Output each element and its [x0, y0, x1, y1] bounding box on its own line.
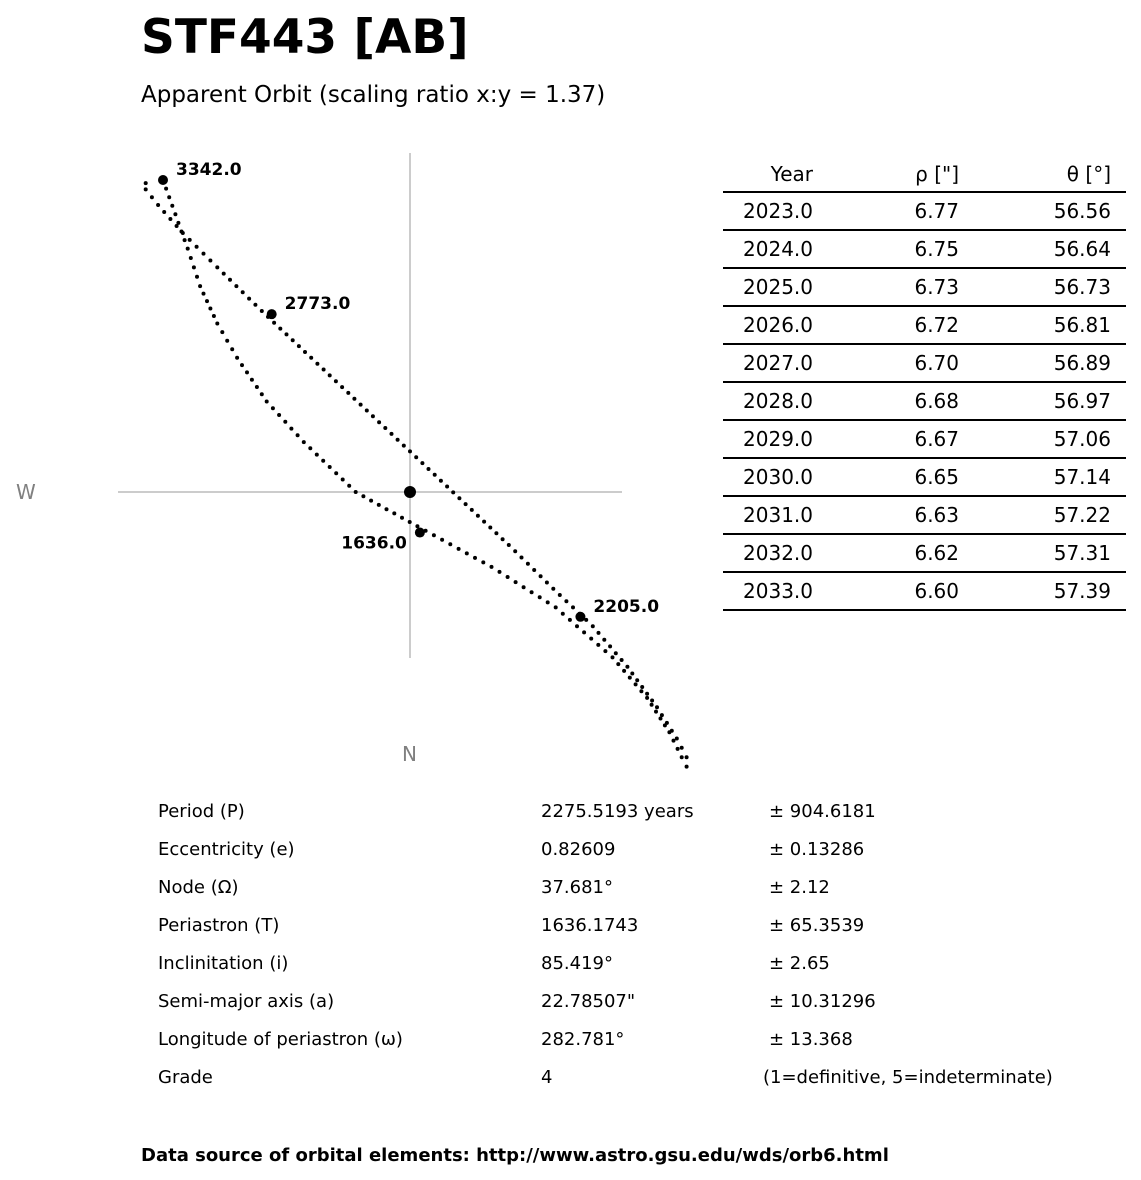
element-name: Grade	[158, 1067, 213, 1088]
cell-rho: 6.72	[813, 306, 959, 344]
element-row	[158, 796, 1098, 834]
orbit-point	[575, 624, 579, 628]
orbit-point	[558, 593, 562, 597]
cell-year: 2030.0	[723, 458, 813, 496]
orbit-point	[167, 195, 171, 199]
orbit-point	[420, 461, 424, 465]
orbit-point	[620, 658, 624, 662]
orbit-point	[183, 238, 187, 242]
orbit-point	[616, 662, 620, 666]
orbit-point	[591, 624, 595, 628]
orbit-point	[181, 231, 185, 235]
element-value: 0.82609	[541, 839, 616, 860]
orbit-point	[271, 406, 275, 410]
orbit-point	[473, 556, 477, 560]
orbit-point	[635, 678, 639, 682]
orbit-point	[597, 631, 601, 635]
epoch-label: 2773.0	[284, 294, 351, 315]
orbit-point	[272, 321, 276, 325]
orbit-point	[156, 203, 160, 207]
orbit-point	[628, 676, 632, 680]
table-row	[723, 268, 1126, 306]
cell-theta: 56.97	[959, 382, 1126, 420]
orbit-point	[340, 385, 344, 389]
element-error: ± 13.368	[769, 1029, 853, 1050]
orbit-point	[589, 637, 593, 641]
orbit-point	[250, 378, 254, 382]
epoch-marker	[267, 309, 277, 319]
orbit-point	[408, 520, 412, 524]
orbit-point	[383, 426, 387, 430]
orbit-point	[445, 485, 449, 489]
table-row	[723, 420, 1126, 458]
element-error: ± 904.6181	[769, 801, 876, 822]
header-rho: ρ ["]	[813, 156, 959, 192]
orbit-point	[408, 449, 412, 453]
orbital-elements-list	[158, 796, 1098, 1100]
cell-rho: 6.65	[813, 458, 959, 496]
orbit-point	[322, 368, 326, 372]
cell-theta: 56.73	[959, 268, 1126, 306]
element-row	[158, 1024, 1098, 1062]
cell-theta: 57.31	[959, 534, 1126, 572]
orbit-point	[247, 297, 251, 301]
orbit-point	[564, 599, 568, 603]
orbit-point	[150, 195, 154, 199]
element-name: Node (Ω)	[158, 877, 239, 898]
table-row	[723, 458, 1126, 496]
table-row	[723, 382, 1126, 420]
element-value: 2275.5193 years	[541, 801, 694, 822]
cell-rho: 6.75	[813, 230, 959, 268]
cell-year: 2027.0	[723, 344, 813, 382]
primary-star	[404, 486, 416, 498]
orbit-point	[240, 363, 244, 367]
orbit-point	[402, 444, 406, 448]
orbit-point	[476, 514, 480, 518]
orbit-point	[665, 721, 669, 725]
cell-year: 2028.0	[723, 382, 813, 420]
orbit-point	[278, 327, 282, 331]
element-name: Eccentricity (e)	[158, 839, 295, 860]
orbit-point	[396, 438, 400, 442]
orbit-point	[308, 446, 312, 450]
orbit-point	[260, 392, 264, 396]
cell-theta: 56.64	[959, 230, 1126, 268]
element-value: 1636.1743	[541, 915, 639, 936]
orbit-point	[608, 644, 612, 648]
orbit-point	[241, 290, 245, 294]
epoch-label: 3342.0	[176, 160, 242, 180]
element-name: Longitude of periastron (ω)	[158, 1029, 403, 1050]
orbit-point	[346, 391, 350, 395]
orbit-point	[296, 433, 300, 437]
cell-year: 2025.0	[723, 268, 813, 306]
orbit-point	[255, 385, 259, 389]
orbit-point	[328, 373, 332, 377]
orbit-point	[490, 565, 494, 569]
orbit-point	[225, 339, 229, 343]
orbit-point	[602, 638, 606, 642]
orbit-point	[315, 362, 319, 366]
orbit-point	[603, 649, 607, 653]
orbit-point	[514, 580, 518, 584]
element-value: 37.681°	[541, 877, 613, 898]
orbit-point	[328, 465, 332, 469]
orbit-point	[277, 413, 281, 417]
cell-theta: 57.39	[959, 572, 1126, 610]
cell-year: 2033.0	[723, 572, 813, 610]
orbit-point	[488, 526, 492, 530]
orbit-point	[554, 605, 558, 609]
orbit-point	[561, 612, 565, 616]
orbit-point	[291, 338, 295, 342]
cell-year: 2023.0	[723, 192, 813, 230]
orbit-point	[634, 682, 638, 686]
orbit-point	[334, 471, 338, 475]
orbit-point	[365, 409, 369, 413]
orbit-point	[192, 265, 196, 269]
orbit-point	[494, 531, 498, 535]
orbit-point	[186, 247, 190, 251]
orbit-point	[538, 595, 542, 599]
orbit-point	[400, 516, 404, 520]
element-row	[158, 834, 1098, 872]
orbit-point	[260, 309, 264, 313]
cell-year: 2029.0	[723, 420, 813, 458]
orbit-point	[377, 420, 381, 424]
orbit-point	[228, 278, 232, 282]
orbit-point	[676, 747, 680, 751]
orbit-point	[289, 427, 293, 431]
element-name: Periastron (T)	[158, 915, 280, 936]
element-value: 85.419°	[541, 953, 613, 974]
cell-rho: 6.62	[813, 534, 959, 572]
element-value: 4	[541, 1067, 553, 1088]
table-row	[723, 344, 1126, 382]
orbit-point	[532, 568, 536, 572]
orbit-point	[144, 181, 148, 185]
orbit-point	[513, 549, 517, 553]
orbit-point	[334, 379, 338, 383]
element-name: Period (P)	[158, 801, 245, 822]
orbit-point	[685, 765, 689, 769]
orbit-point	[168, 217, 172, 221]
orbit-point	[655, 705, 659, 709]
orbit-point	[545, 581, 549, 585]
orbit-point	[230, 347, 234, 351]
orbit-point	[650, 699, 654, 703]
orbit-plot	[0, 140, 700, 780]
cell-rho: 6.67	[813, 420, 959, 458]
orbit-point	[448, 542, 452, 546]
orbit-point	[321, 459, 325, 463]
orbit-point	[354, 490, 358, 494]
orbit-point	[639, 689, 643, 693]
orbit-point	[195, 275, 199, 279]
table-row	[723, 572, 1126, 610]
orbit-point	[309, 356, 313, 360]
data-source-footer: Data source of orbital elements: http://www.astro.gsu.edu/wds/orb6.html	[141, 1145, 889, 1166]
element-error: ± 0.13286	[769, 839, 865, 860]
element-row	[158, 986, 1098, 1024]
cell-theta: 56.56	[959, 192, 1126, 230]
ephemeris-table	[723, 156, 1126, 611]
orbit-point	[315, 453, 319, 457]
epoch-marker	[575, 612, 585, 622]
north-label: N	[402, 742, 417, 766]
orbit-point	[352, 397, 356, 401]
orbit-point	[498, 570, 502, 574]
orbit-point	[188, 238, 192, 242]
orbit-point	[341, 478, 345, 482]
orbit-point	[170, 204, 174, 208]
epoch-label: 1636.0	[341, 533, 407, 554]
orbit-point	[645, 692, 649, 696]
orbit-point	[507, 543, 511, 547]
orbit-point	[672, 739, 676, 743]
cell-theta: 57.06	[959, 420, 1126, 458]
orbit-point	[212, 314, 216, 318]
orbit-point	[622, 669, 626, 673]
orbit-point	[439, 479, 443, 483]
orbit-point	[465, 551, 469, 555]
orbit-point	[302, 440, 306, 444]
cell-rho: 6.60	[813, 572, 959, 610]
orbit-point	[303, 350, 307, 354]
orbit-point	[390, 432, 394, 436]
orbit-point	[205, 299, 209, 303]
epoch-label: 2205.0	[593, 596, 660, 617]
orbit-point	[215, 322, 219, 326]
table-row	[723, 496, 1126, 534]
orbit-point	[650, 703, 654, 707]
orbit-point	[680, 746, 684, 750]
cell-rho: 6.68	[813, 382, 959, 420]
cell-theta: 57.14	[959, 458, 1126, 496]
table-row	[723, 230, 1126, 268]
orbit-point	[506, 575, 510, 579]
orbit-point	[539, 574, 543, 578]
header-theta: θ [°]	[959, 156, 1126, 192]
orbit-point	[481, 560, 485, 564]
orbit-point	[297, 344, 301, 348]
orbit-point	[546, 600, 550, 604]
orbit-point	[392, 511, 396, 515]
orbit-point	[440, 538, 444, 542]
orbit-point	[371, 414, 375, 418]
orbit-point	[215, 265, 219, 269]
orbit-point	[645, 696, 649, 700]
orbit-point	[162, 210, 166, 214]
chart-title: STF443 [AB]	[141, 10, 469, 65]
orbit-point	[551, 587, 555, 591]
orbit-point	[482, 520, 486, 524]
cell-rho: 6.77	[813, 192, 959, 230]
element-row	[158, 910, 1098, 948]
orbit-point	[614, 651, 618, 655]
orbit-point	[220, 330, 224, 334]
orbit-point	[432, 533, 436, 537]
orbit-point	[470, 508, 474, 512]
west-label: W	[16, 480, 36, 504]
orbit-point	[520, 556, 524, 560]
orbit-point	[582, 630, 586, 634]
orbit-point	[144, 187, 148, 191]
orbit-point	[359, 403, 363, 407]
orbit-point	[369, 499, 373, 503]
element-error: ± 10.31296	[769, 991, 876, 1012]
cell-theta: 56.81	[959, 306, 1126, 344]
orbit-point	[173, 212, 177, 216]
cell-year: 2024.0	[723, 230, 813, 268]
table-header-row	[723, 156, 1126, 192]
element-error: ± 65.3539	[769, 915, 865, 936]
cell-year: 2026.0	[723, 306, 813, 344]
orbit-point	[530, 590, 534, 594]
orbit-point	[202, 292, 206, 296]
epoch-marker	[158, 175, 168, 185]
orbit-point	[175, 224, 179, 228]
orbit-point	[208, 307, 212, 311]
orbit-point	[640, 685, 644, 689]
orbit-point	[568, 618, 572, 622]
orbit-point	[202, 252, 206, 256]
orbit-point	[245, 370, 249, 374]
orbit-point	[234, 284, 238, 288]
orbit-point	[285, 332, 289, 336]
orbit-point	[195, 245, 199, 249]
orbit-point	[571, 605, 575, 609]
table-row	[723, 306, 1126, 344]
element-value: 22.78507"	[541, 991, 636, 1012]
orbit-point	[675, 737, 679, 741]
element-value: 282.781°	[541, 1029, 625, 1050]
orbit-point	[660, 713, 664, 717]
orbit-point	[198, 284, 202, 288]
element-row	[158, 1062, 1098, 1100]
orbit-point	[457, 547, 461, 551]
cell-year: 2032.0	[723, 534, 813, 572]
element-name: Semi-major axis (a)	[158, 991, 335, 1012]
orbit-point	[347, 484, 351, 488]
orbit-point	[526, 562, 530, 566]
element-row	[158, 872, 1098, 910]
orbit-point	[630, 672, 634, 676]
orbit-point	[680, 755, 684, 759]
orbit-point	[235, 356, 239, 360]
orbit-point	[654, 710, 658, 714]
cell-theta: 57.22	[959, 496, 1126, 534]
orbit-point	[427, 467, 431, 471]
orbit-point	[611, 655, 615, 659]
orbit-point	[361, 494, 365, 498]
table-row	[723, 534, 1126, 572]
orbit-point	[208, 259, 212, 263]
orbit-point	[625, 665, 629, 669]
orbit-point	[189, 256, 193, 260]
orbit-point	[222, 272, 226, 276]
chart-subtitle: Apparent Orbit (scaling ratio x:y = 1.37)	[141, 82, 606, 108]
orbit-point	[253, 303, 257, 307]
orbit-point	[283, 420, 287, 424]
orbit-point	[414, 455, 418, 459]
orbit-point	[685, 755, 689, 759]
cell-year: 2031.0	[723, 496, 813, 534]
element-row	[158, 948, 1098, 986]
cell-rho: 6.73	[813, 268, 959, 306]
cell-rho: 6.63	[813, 496, 959, 534]
epoch-marks-group	[158, 160, 659, 622]
orbit-points-group	[144, 178, 689, 769]
element-note: (1=definitive, 5=indeterminate)	[763, 1067, 1053, 1088]
orbit-point	[522, 585, 526, 589]
orbit-point	[457, 496, 461, 500]
orbit-point	[501, 537, 505, 541]
cell-rho: 6.70	[813, 344, 959, 382]
orbit-point	[451, 490, 455, 494]
cell-theta: 56.89	[959, 344, 1126, 382]
header-year: Year	[723, 156, 813, 192]
orbit-point	[433, 473, 437, 477]
element-error: ± 2.65	[769, 953, 830, 974]
orbit-point	[164, 187, 168, 191]
element-error: ± 2.12	[769, 877, 830, 898]
epoch-marker	[415, 528, 425, 538]
orbit-point	[464, 502, 468, 506]
element-name: Inclinitation (i)	[158, 953, 289, 974]
orbit-point	[265, 400, 269, 404]
orbit-point	[385, 507, 389, 511]
orbit-point	[596, 643, 600, 647]
table-row	[723, 192, 1126, 230]
orbit-point	[377, 503, 381, 507]
orbit-point	[670, 729, 674, 733]
